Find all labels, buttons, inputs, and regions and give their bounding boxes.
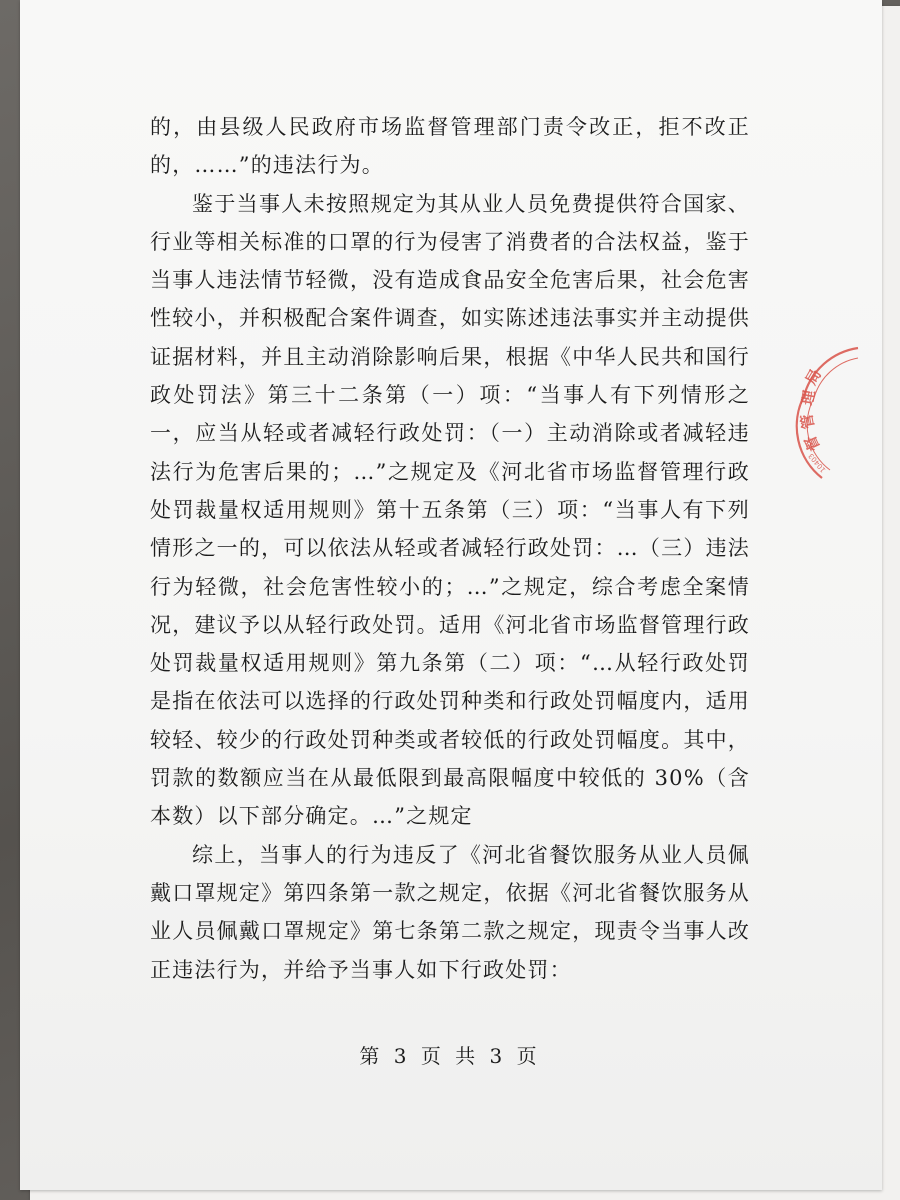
svg-text:督: 督: [800, 432, 824, 454]
paragraph-mitigation: 鉴于当事人未按照规定为其从业人员免费提供符合国家、行业等相关标准的口罩的行为侵害了消费者的合法权益，鉴于当事人违法情节轻微，没有造成食品安全危害后果，社会危害性较小，并积极配合案件调查，如实陈述违法事实并主动提供证据材料，并且主动消除影响后果，根据《中华人民共和国行政处罚法》第三十二条第（一）项：“当事人有下列情形之一，应当从轻或者减轻行政处罚：（一）主动消除或者减轻违法行为危害后果的；…”之规定及《河北省市场监督管理行政处罚裁量权适用规则》第十五条第（三）项：“当事人有下列情形之一的，可以依法从轻或者减轻行政处罚：…（三）违法行为轻微，社会危害性较小的；…”之规定，综合考虑全案情况，建议予以从轻行政处罚。适用《河北省市场监督管理行政处罚裁量权适用规则》第九条第（二）项：“…从轻行政处罚是指在依法可以选择的行政处罚种类和行政处罚幅度内，适用较轻、较少的行政处罚种类或者较低的行政处罚幅度。其中，罚款的数额应当在从最低限到最高限幅度中较低的 30%（含本数）以下部分确定。…”之规定: [150, 191, 750, 829]
svg-text:局: 局: [801, 365, 825, 388]
svg-text:10403: 10403: [807, 451, 828, 474]
paragraph-conclusion: 综上，当事人的行为违反了《河北省餐饮服务从业人员佩戴口罩规定》第四条第一款之规定，依据《河北省餐饮服务从业人员佩戴口罩规定》第七条第二款之规定，现责令当事人改正违法行为，并给予当事人如下行政处罚：: [150, 842, 750, 982]
document-body: [150, 108, 750, 989]
svg-text:理: 理: [798, 388, 819, 407]
svg-text:管: 管: [797, 412, 818, 431]
official-seal-stamp: [797, 346, 860, 486]
paragraph-continuation: 的，由县级人民政府市场监督管理部门责令改正，拒不改正的，……”的违法行为。: [150, 115, 750, 178]
page-number: 第 3 页 共 3 页: [359, 1044, 541, 1068]
